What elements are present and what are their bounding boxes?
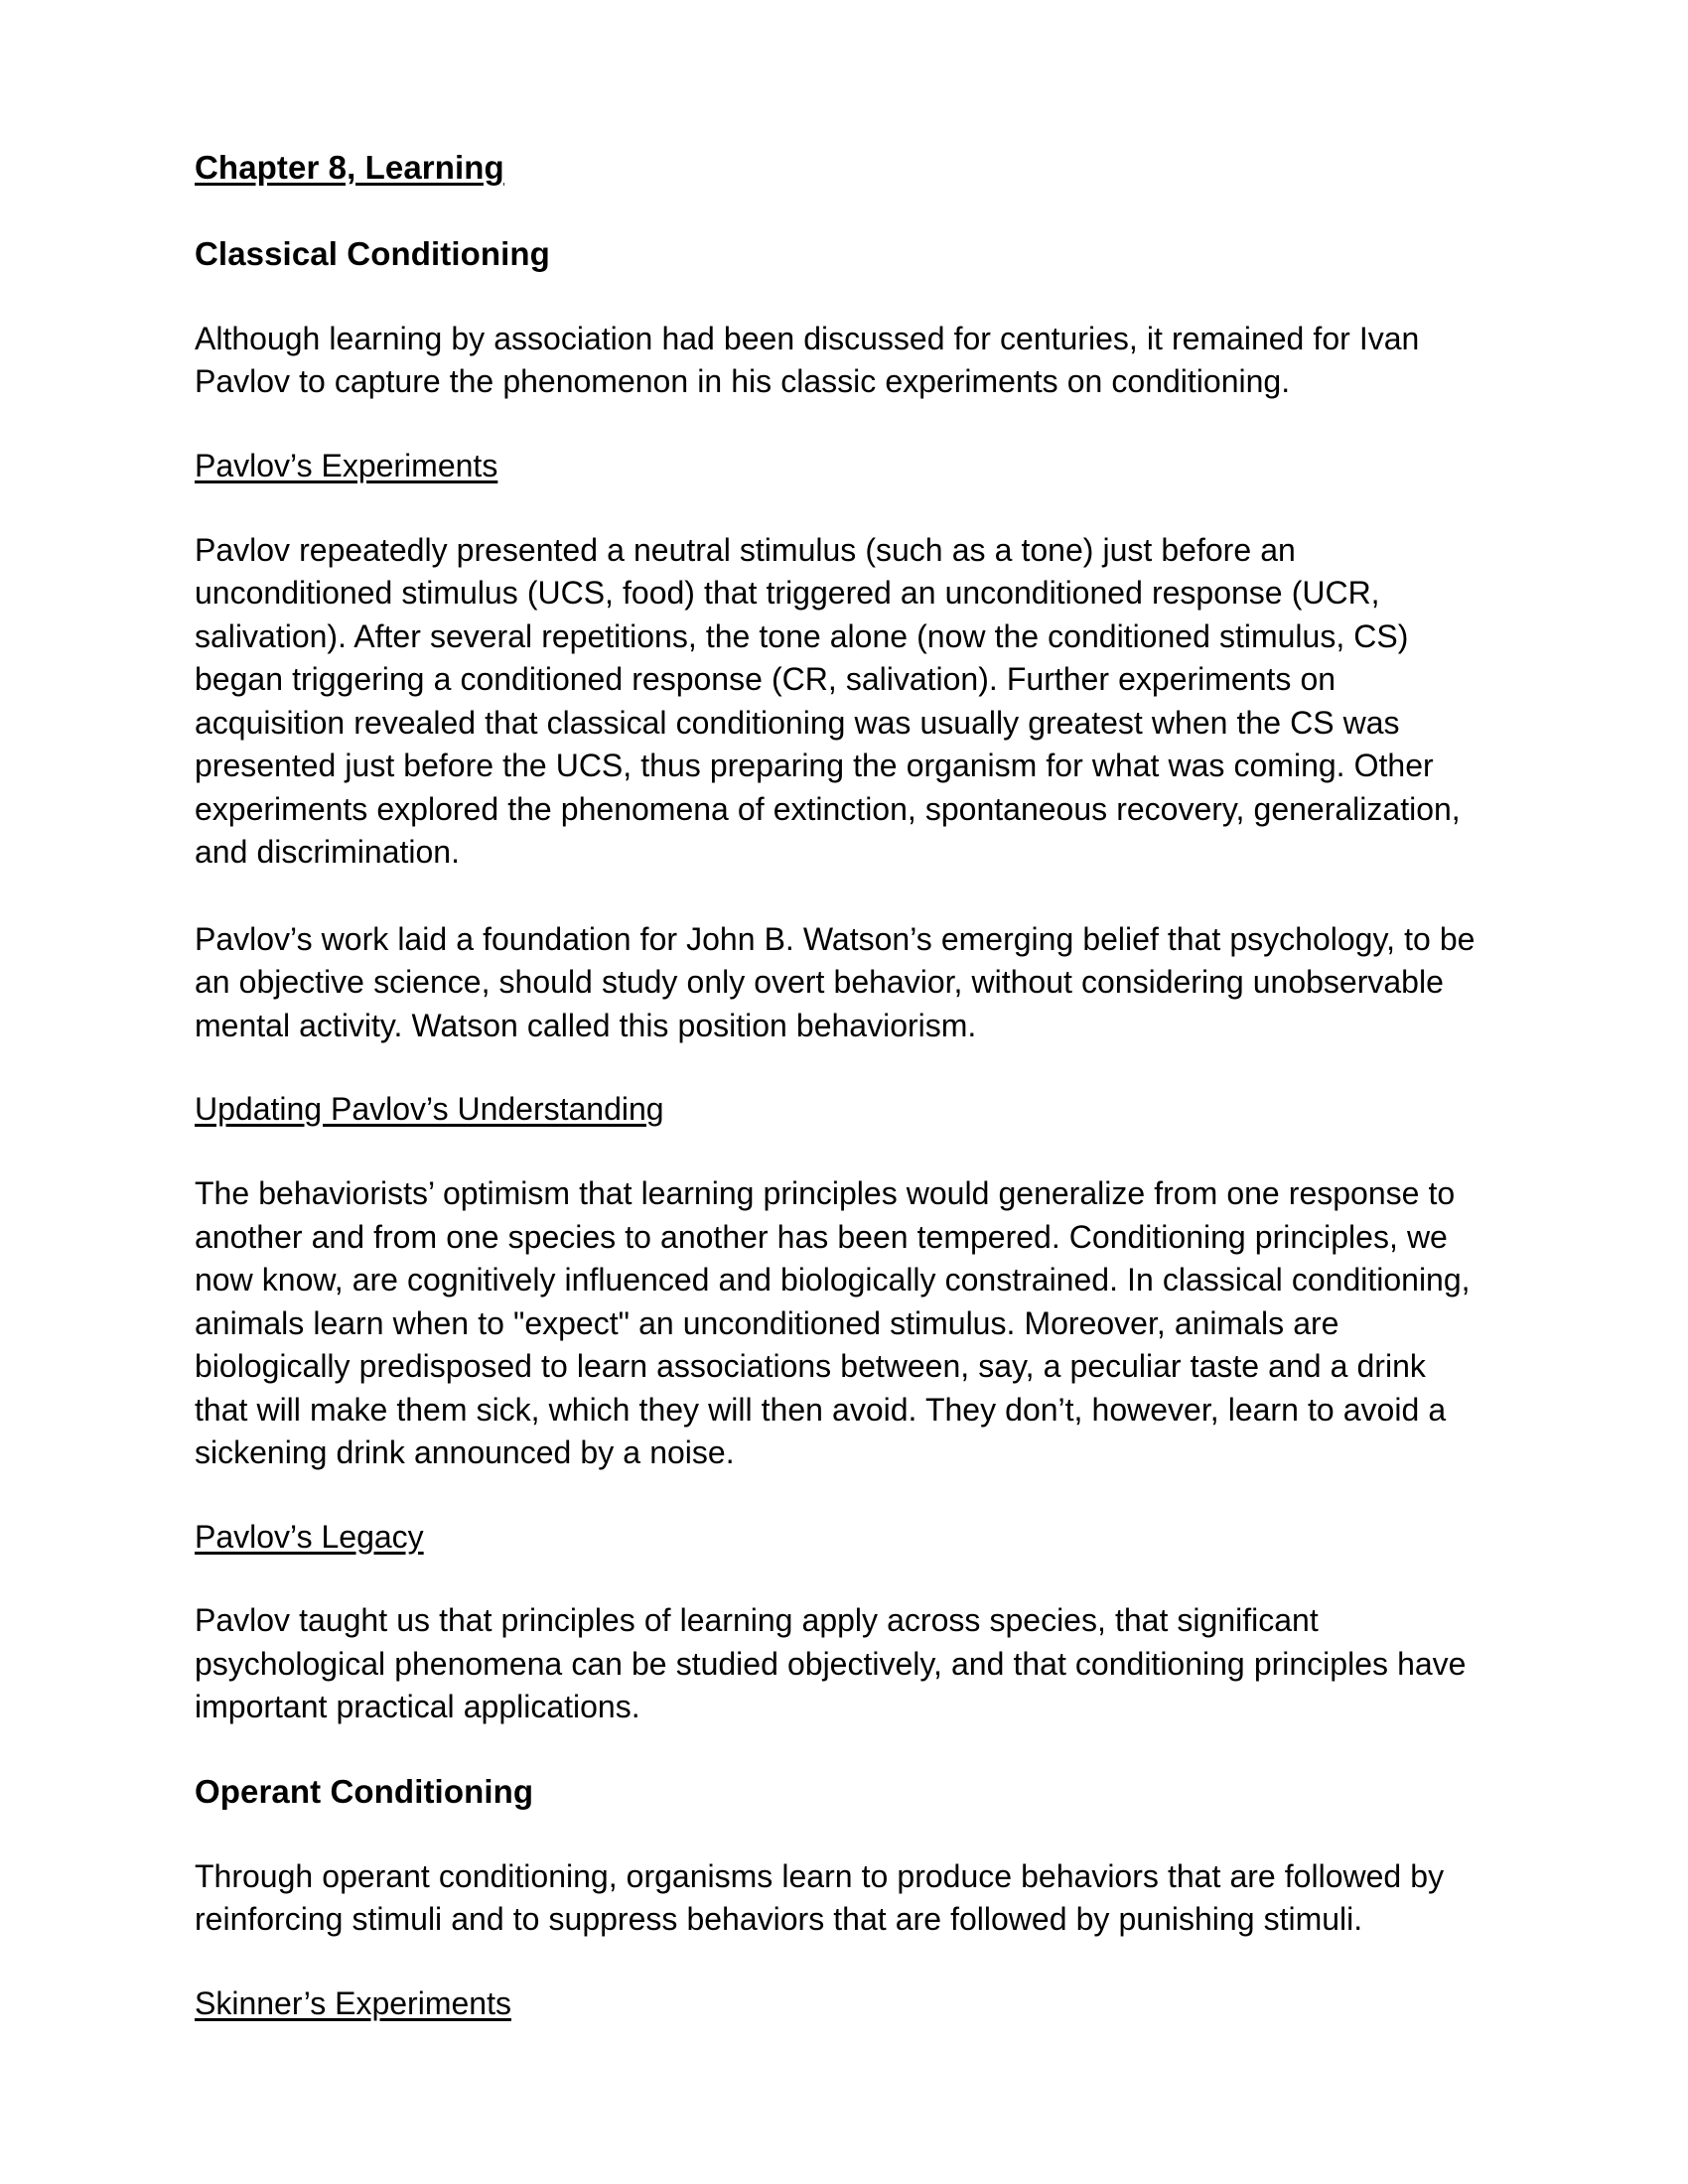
paragraph-updating-pavlov: The behaviorists’ optimism that learning principles would generalize from one response to another and from one species to another has been tempered. Conditioning principles, we now know, are cognitively influenced and biologically constrained. In classical conditioning, animals learn when to "expect" an unconditioned stimulus. Moreover, animals are biologically predisposed to learn associations between, say, a peculiar taste and a drink that will make them sick, which they will then avoid. They don’t, however, learn to avoid a sickening drink announced by a noise.	[195, 1175, 1471, 1471]
paragraph-pavlov-experiments: Pavlov repeatedly presented a neutral stimulus (such as a tone) just before an unconditioned stimulus (UCS, food) that triggered an unconditioned response (UCR, salivation). After several repetitions, the tone alone (now the conditioned stimulus, CS) began triggering a conditioned response (CR, salivation). Further experiments on acquisition revealed that classical conditioning was usually greatest when the CS was presented just before the UCS, thus preparing the organism for what was coming. Other experiments explored the phenomena of extinction, spontaneous recovery, generalization, and discrimination.	[195, 531, 1461, 871]
paragraph-pavlov-legacy: Pavlov taught us that principles of learning apply across species, that significant psychological phenomena can be studied objectively, and that conditioning principles have important practical applications.	[195, 1602, 1467, 1725]
heading-classical-conditioning: Classical Conditioning	[195, 234, 550, 272]
subheading-pavlovs-experiments: Pavlov’s Experiments	[195, 447, 498, 483]
heading-operant-conditioning: Operant Conditioning	[195, 1772, 534, 1810]
subheading-skinners-experiments: Skinner’s Experiments	[195, 1984, 511, 2021]
subheading-pavlovs-legacy: Pavlov’s Legacy	[195, 1518, 424, 1555]
subheading-updating-pavlovs-understanding: Updating Pavlov’s Understanding	[195, 1091, 664, 1128]
paragraph-watson: Pavlov’s work laid a foundation for John B. Watson’s emerging belief that psychology, to be an objective science, should study only overt behavior, without considering unobservable mental activity. Watson called this position behaviorism.	[195, 920, 1476, 1043]
paragraph-operant-conditioning: Through operant conditioning, organisms learn to produce behaviors that are followed by reinforcing stimuli and to suppress behaviors that are followed by punishing stimuli.	[195, 1857, 1445, 1938]
document-body	[195, 149, 1485, 2023]
paragraph-intro: Although learning by association had been discussed for centuries, it remained for Ivan Pavlov to capture the phenomenon in his classic experiments on conditioning.	[195, 320, 1420, 400]
page-title: Chapter 8, Learning	[195, 149, 504, 186]
